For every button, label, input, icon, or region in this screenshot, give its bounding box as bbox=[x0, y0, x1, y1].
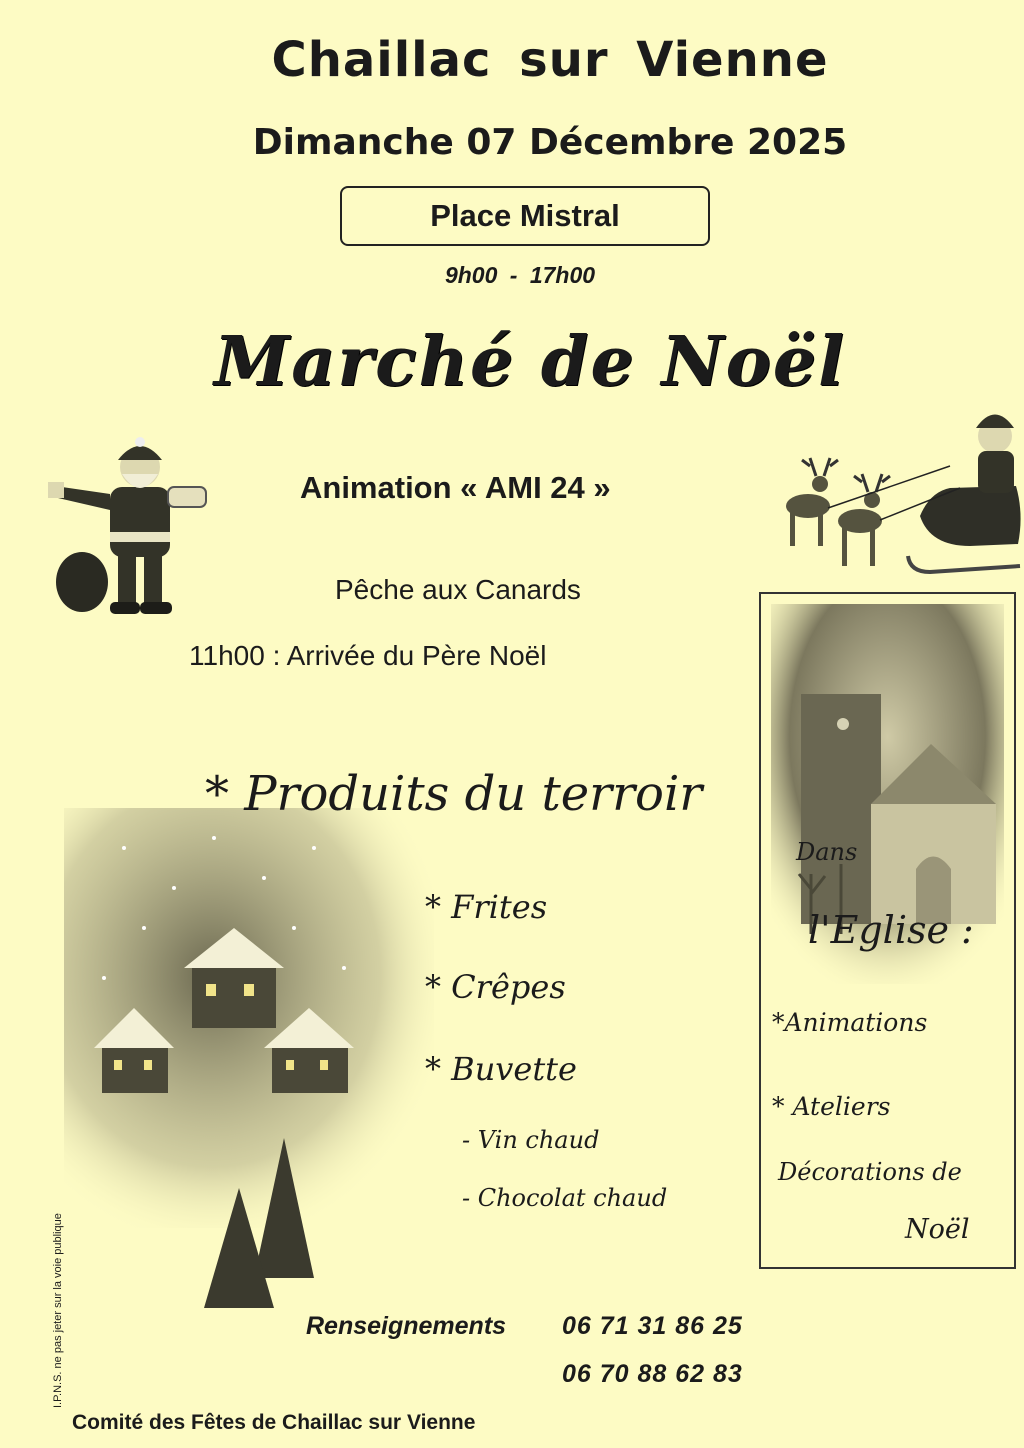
products-heading: * Produits du terroir bbox=[205, 766, 703, 822]
santa-illustration bbox=[40, 432, 220, 622]
church-dans: Dans bbox=[796, 838, 858, 866]
church-ateliers: * Ateliers bbox=[772, 1092, 891, 1121]
ipns-notice: I.P.N.S. ne pas jeter sur la voie publique bbox=[52, 1213, 64, 1408]
poster-title: Marché de Noël bbox=[213, 322, 847, 402]
church-noel: Noël bbox=[905, 1214, 970, 1245]
place-name: Place Mistral bbox=[430, 198, 620, 233]
event-hours: 9h00 - 17h00 bbox=[444, 262, 596, 288]
drink-chocolat-chaud: - Chocolat chaud bbox=[462, 1184, 668, 1212]
snowy-village-illustration bbox=[64, 808, 434, 1328]
food-item-crepes: * Crêpes bbox=[425, 968, 566, 1006]
place-box bbox=[340, 186, 710, 246]
food-item-buvette: * Buvette bbox=[425, 1050, 577, 1088]
church-eglise: l'Eglise : bbox=[808, 908, 974, 952]
sleigh-illustration bbox=[780, 396, 1024, 582]
drink-vin-chaud: - Vin chaud bbox=[462, 1126, 600, 1154]
animation-line: Animation « AMI 24 » bbox=[300, 470, 611, 505]
duck-fishing-line: Pêche aux Canards bbox=[335, 574, 581, 605]
town-name: Chaillac sur Vienne bbox=[271, 32, 829, 88]
food-item-frites: * Frites bbox=[425, 888, 548, 926]
organizer-footer: Comité des Fêtes de Chaillac sur Vienne bbox=[72, 1411, 476, 1434]
contact-phone-1: 06 71 31 86 25 bbox=[562, 1312, 743, 1340]
event-date: Dimanche 07 Décembre 2025 bbox=[252, 122, 848, 163]
church-decorations: Décorations de bbox=[778, 1158, 962, 1186]
contact-phone-2: 06 70 88 62 83 bbox=[562, 1360, 743, 1388]
church-animations: *Animations bbox=[772, 1008, 928, 1037]
contact-label: Renseignements bbox=[306, 1312, 507, 1340]
santa-arrival-line: 11h00 : Arrivée du Père Noël bbox=[189, 640, 547, 671]
